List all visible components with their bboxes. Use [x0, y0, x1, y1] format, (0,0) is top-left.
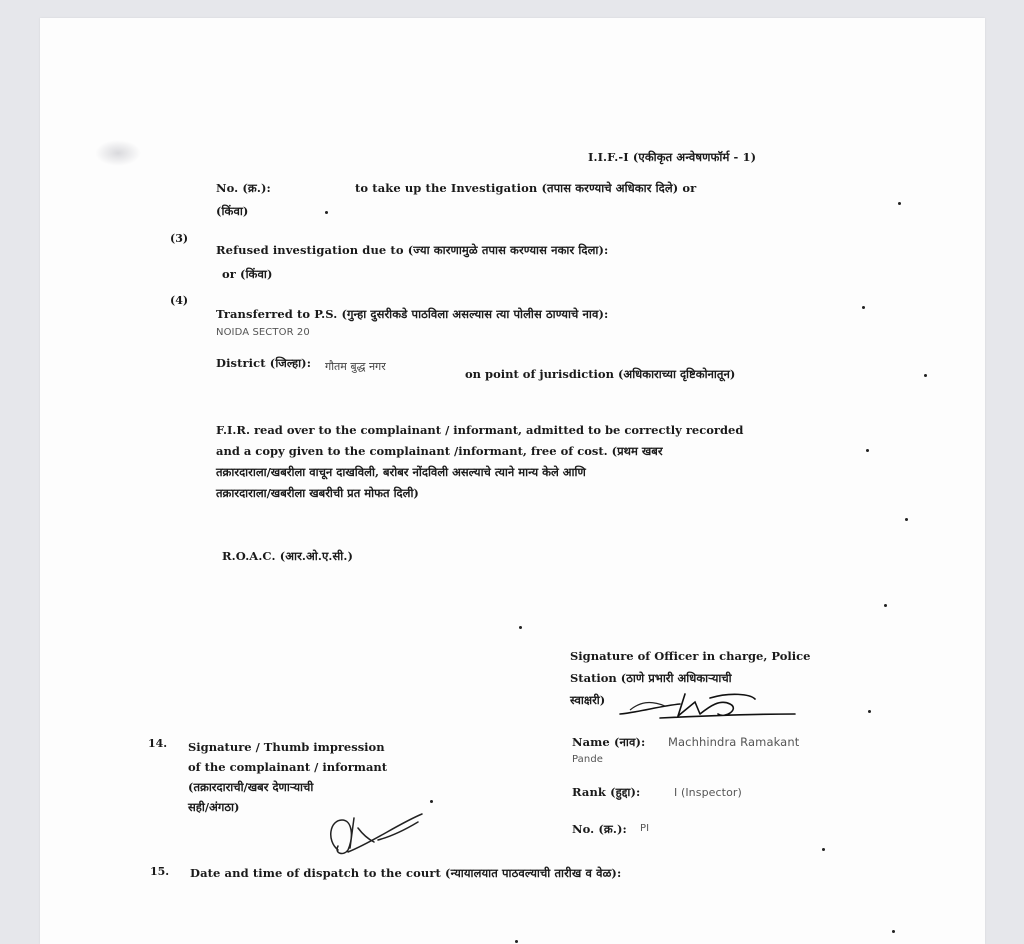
fir-note-line: F.I.R. read over to the complainant / informant, admitted to be correctly recorded [216, 423, 744, 437]
officer-sig-line: Signature of Officer in charge, Police [570, 649, 811, 663]
complainant-signature [318, 806, 428, 862]
scan-speck [884, 604, 887, 607]
fir-note-line: तक्रारदाराला/खबरीला खबरीची प्रत मोफत दिली) [216, 486, 419, 500]
scan-speck [519, 626, 522, 629]
form-header: I.I.F.-I (एकीकृत अन्वेषणफॉर्म - 1) [588, 150, 757, 164]
complainant-signature-label [188, 737, 428, 817]
complainant-sig-line: सही/अंगठा) [188, 800, 240, 814]
item-15-number: 15. [150, 865, 170, 878]
transferred-text: Transferred to P.S. (गुन्हा दुसरीकडे पाठविला असल्यास त्या पोलीस ठाण्याचे नाव): [216, 307, 609, 321]
officer-signature [600, 684, 800, 734]
police-station-value: NOIDA SECTOR 20 [216, 327, 310, 338]
scan-smudge [95, 140, 141, 166]
scan-speck [866, 449, 869, 452]
scan-speck [892, 930, 895, 933]
officer-name-value-2: Pande [572, 754, 604, 765]
take-up-investigation-text: to take up the Investigation (तपास करण्याचे अधिकार दिले) or [355, 181, 697, 195]
fir-note-line: and a copy given to the complainant /informant, free of cost. (प्रथम खबर [216, 444, 663, 458]
complainant-sig-line: (तक्रारदाराची/खबर देणाऱ्याची [188, 780, 314, 794]
scan-speck [515, 940, 518, 943]
scan-speck [822, 848, 825, 851]
refused-investigation-text: Refused investigation due to (ज्या कारणामुळे तपास करण्यास नकार दिला): [216, 243, 609, 257]
scan-speck [430, 800, 433, 803]
district-label: District (जिल्हा): [216, 356, 312, 370]
no-label: No. (क्र.): [216, 181, 271, 195]
scan-speck [924, 374, 927, 377]
or-label: (किंवा) [216, 204, 249, 218]
officer-no-label: No. (क्र.): [572, 822, 627, 836]
officer-name-label: Name (नाव): [572, 735, 646, 749]
scan-speck [868, 710, 871, 713]
item-3-number: (3) [170, 232, 189, 245]
jurisdiction-text: on point of jurisdiction (अधिकाराच्या दृष्टिकोनातून) [465, 367, 736, 381]
dispatch-text: Date and time of dispatch to the court (न्यायालयात पाठवल्याची तारीख व वेळ): [190, 866, 622, 880]
or-label-3: or (किंवा) [222, 267, 273, 281]
complainant-sig-line: of the complainant / informant [188, 760, 388, 774]
fir-note [216, 420, 846, 504]
complainant-sig-line: Signature / Thumb impression [188, 740, 385, 754]
district-value: गौतम बुद्ध नगर [325, 360, 386, 373]
officer-sig-line: स्वाक्षरी) [570, 693, 606, 707]
item-14-number: 14. [148, 737, 168, 750]
scan-speck [862, 306, 865, 309]
officer-no-value: PI [640, 823, 650, 834]
officer-name-value: Machhindra Ramakant [668, 735, 800, 749]
officer-sig-line: Station (ठाणे प्रभारी अधिकाऱ्याची [570, 671, 732, 685]
scan-speck [898, 202, 901, 205]
scan-speck [325, 211, 328, 214]
officer-rank-label: Rank (हुद्दा): [572, 785, 641, 799]
item-4-number: (4) [170, 294, 189, 307]
roac-label: R.O.A.C. (आर.ओ.ए.सी.) [222, 549, 354, 563]
scan-speck [905, 518, 908, 521]
fir-note-line: तक्रारदाराला/खबरीला वाचून दाखविली, बरोबर नोंदविली असल्याचे त्याने मान्य केले आणि [216, 465, 586, 479]
officer-rank-value: I (Inspector) [674, 786, 742, 799]
